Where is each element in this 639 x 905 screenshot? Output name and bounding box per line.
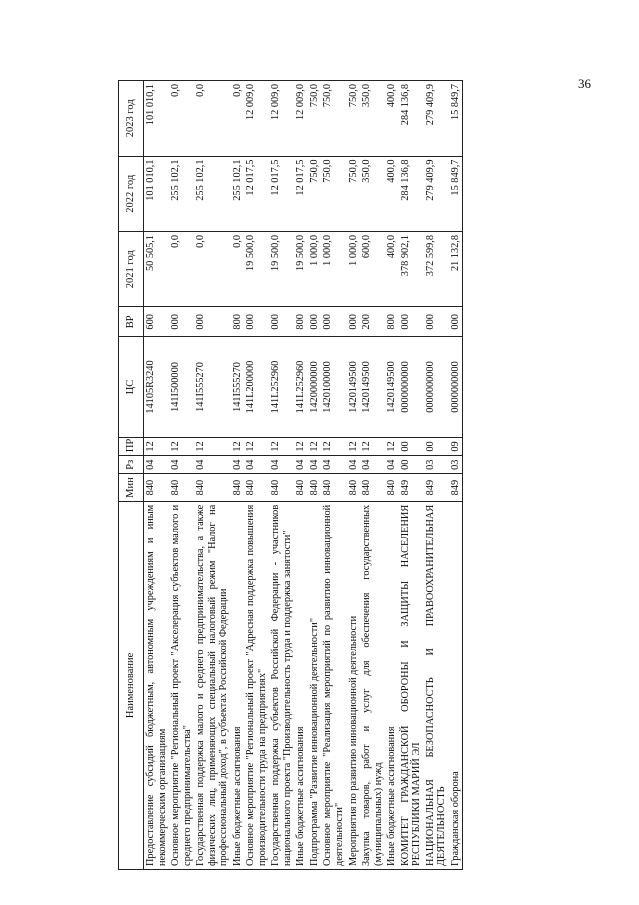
row-2023: 284 136,8 <box>399 81 424 157</box>
row-2023: 12 009,0 <box>244 81 269 157</box>
row-cs: 141L200000 <box>244 337 269 438</box>
row-min: 840 <box>321 474 346 501</box>
row-2021: 1 000,0 <box>308 232 322 307</box>
row-2023: 12 009,0 <box>269 81 294 157</box>
row-pr: 12 <box>244 437 269 455</box>
row-pr: 12 <box>385 437 399 455</box>
row-rz: 04 <box>294 456 308 474</box>
row-vr: 800 <box>385 307 399 337</box>
row-cs: 0000000000 <box>399 337 424 438</box>
budget-table <box>118 80 463 870</box>
row-min: 849 <box>449 474 463 501</box>
row-name: Иные бюджетные ассигнования <box>385 501 399 869</box>
row-min: 840 <box>194 474 231 501</box>
row-name: Гражданская оборона <box>449 501 463 869</box>
row-name: Основное мероприятие "Региональный проект "Адресная поддержка повышения производительности труда на предприятиях" <box>244 501 269 869</box>
row-cs: 1420000000 <box>308 337 322 438</box>
table-row <box>360 81 385 870</box>
row-vr: 000 <box>449 307 463 337</box>
row-2023: 750,0 <box>321 81 346 157</box>
row-cs: 141I555270 <box>194 337 231 438</box>
row-vr: 600 <box>144 307 170 337</box>
page-number: 36 <box>578 76 591 91</box>
row-min: 849 <box>399 474 424 501</box>
table-row <box>169 81 194 870</box>
row-2021: 0,0 <box>169 232 194 307</box>
header-2022: 2022 год <box>119 156 144 231</box>
row-cs: 0000000000 <box>449 337 463 438</box>
row-rz: 00 <box>399 456 424 474</box>
table-row <box>308 81 322 870</box>
row-pr: 00 <box>424 437 449 455</box>
row-2021: 21 132,8 <box>449 232 463 307</box>
rotated-table-container <box>118 80 538 870</box>
table-row <box>194 81 231 870</box>
row-2023: 101 010,1 <box>144 81 170 157</box>
row-2023: 750,0 <box>308 81 322 157</box>
row-rz: 03 <box>449 456 463 474</box>
row-rz: 04 <box>169 456 194 474</box>
row-2022: 400,0 <box>385 156 399 231</box>
row-2023: 15 849,7 <box>449 81 463 157</box>
row-2022: 750,0 <box>347 156 361 231</box>
row-name: Предоставление субсидий бюджетным, автономным учреждениям и иным некоммерческим организациям <box>144 501 170 869</box>
row-pr: 12 <box>321 437 346 455</box>
row-vr: 000 <box>424 307 449 337</box>
table-row <box>321 81 346 870</box>
row-min: 849 <box>424 474 449 501</box>
row-min: 840 <box>385 474 399 501</box>
row-2023: 350,0 <box>360 81 385 157</box>
row-name: Государственная поддержка малого и среднего предпринимательства, а также физических лиц, применяющих специальный налоговый режим "Налог на профессиональный доход", в субъектах Российской Федерации <box>194 501 231 869</box>
row-name: Основное мероприятие "Региональный проект "Акселерация субъектов малого и среднего предпринимательства" <box>169 501 194 869</box>
row-2022: 12 017,5 <box>244 156 269 231</box>
row-2021: 19 500,0 <box>269 232 294 307</box>
row-2022: 12 017,5 <box>269 156 294 231</box>
row-rz: 04 <box>321 456 346 474</box>
table-row <box>244 81 269 870</box>
table-row <box>424 81 449 870</box>
table-header-row <box>119 81 144 870</box>
row-name: Мероприятия по развитию инновационной деятельности <box>347 501 361 869</box>
row-pr: 12 <box>308 437 322 455</box>
row-cs: 141I500000 <box>169 337 194 438</box>
header-pr: ПР <box>119 437 144 455</box>
row-rz: 04 <box>144 456 170 474</box>
row-vr: 000 <box>244 307 269 337</box>
row-name: Подпрограмма "Развитие инновационной деятельности" <box>308 501 322 869</box>
header-min: Мин <box>119 474 144 501</box>
row-vr: 000 <box>194 307 231 337</box>
row-cs: 1420149500 <box>360 337 385 438</box>
row-pr: 12 <box>347 437 361 455</box>
row-cs: 141L252960 <box>294 337 308 438</box>
row-cs: 14105R3240 <box>144 337 170 438</box>
table-row <box>385 81 399 870</box>
header-vr: ВР <box>119 307 144 337</box>
row-rz: 04 <box>231 456 245 474</box>
row-name: Иные бюджетные ассигнования <box>294 501 308 869</box>
row-name: Основное мероприятие "Реализация мероприятий по развитию инновационной деятельности" <box>321 501 346 869</box>
table-row <box>347 81 361 870</box>
row-pr: 12 <box>194 437 231 455</box>
row-rz: 04 <box>385 456 399 474</box>
row-cs: 0000000000 <box>424 337 449 438</box>
row-name: Закупка товаров, работ и услуг для обеспечения государственных (муниципальных) нужд <box>360 501 385 869</box>
row-name: КОМИТЕТ ГРАЖДАНСКОЙ ОБОРОНЫ И ЗАЩИТЫ НАСЕЛЕНИЯ РЕСПУБЛИКИ МАРИЙ ЭЛ <box>399 501 424 869</box>
row-min: 840 <box>244 474 269 501</box>
row-min: 840 <box>231 474 245 501</box>
row-2022: 15 849,7 <box>449 156 463 231</box>
row-2021: 50 505,1 <box>144 232 170 307</box>
row-2021: 1 000,0 <box>347 232 361 307</box>
row-2022: 279 409,9 <box>424 156 449 231</box>
row-vr: 800 <box>231 307 245 337</box>
row-cs: 1420149500 <box>347 337 361 438</box>
row-2021: 400,0 <box>385 232 399 307</box>
row-min: 840 <box>169 474 194 501</box>
row-2023: 279 409,9 <box>424 81 449 157</box>
row-vr: 000 <box>308 307 322 337</box>
row-2023: 0,0 <box>194 81 231 157</box>
table-row <box>294 81 308 870</box>
row-min: 840 <box>269 474 294 501</box>
row-2022: 750,0 <box>308 156 322 231</box>
row-rz: 04 <box>360 456 385 474</box>
row-vr: 000 <box>269 307 294 337</box>
row-vr: 000 <box>169 307 194 337</box>
row-rz: 04 <box>347 456 361 474</box>
row-min: 840 <box>347 474 361 501</box>
row-name: НАЦИОНАЛЬНАЯ БЕЗОПАСНОСТЬ И ПРАВООХРАНИТЕЛЬНАЯ ДЕЯТЕЛЬНОСТЬ <box>424 501 449 869</box>
row-cs: 141L252960 <box>269 337 294 438</box>
header-2023: 2023 год <box>119 81 144 157</box>
row-vr: 000 <box>399 307 424 337</box>
row-name: Государственная поддержка субъектов Российской Федерации - участников национального проекта "Производительность труда и поддержка занятости" <box>269 501 294 869</box>
row-cs: 1420149500 <box>385 337 399 438</box>
row-2021: 19 500,0 <box>294 232 308 307</box>
row-2021: 0,0 <box>194 232 231 307</box>
header-2021: 2021 год <box>119 232 144 307</box>
row-2022: 750,0 <box>321 156 346 231</box>
row-pr: 12 <box>231 437 245 455</box>
table-row <box>449 81 463 870</box>
row-vr: 800 <box>294 307 308 337</box>
row-vr: 000 <box>347 307 361 337</box>
row-rz: 03 <box>424 456 449 474</box>
table-row <box>269 81 294 870</box>
row-name: Иные бюджетные ассигнования <box>231 501 245 869</box>
header-name: Наименование <box>119 501 144 869</box>
row-min: 840 <box>308 474 322 501</box>
row-2022: 255 102,1 <box>169 156 194 231</box>
row-pr: 12 <box>294 437 308 455</box>
row-2021: 1 000,0 <box>321 232 346 307</box>
row-vr: 000 <box>321 307 346 337</box>
row-cs: 1420100000 <box>321 337 346 438</box>
row-2021: 600,0 <box>360 232 385 307</box>
row-min: 840 <box>294 474 308 501</box>
row-2023: 0,0 <box>231 81 245 157</box>
row-2023: 400,0 <box>385 81 399 157</box>
row-2023: 12 009,0 <box>294 81 308 157</box>
row-2022: 101 010,1 <box>144 156 170 231</box>
row-2021: 372 599,8 <box>424 232 449 307</box>
table-row <box>144 81 170 870</box>
header-cs: ЦС <box>119 337 144 438</box>
row-pr: 12 <box>269 437 294 455</box>
row-2021: 19 500,0 <box>244 232 269 307</box>
table-body <box>144 81 463 870</box>
table-row <box>399 81 424 870</box>
row-pr: 00 <box>399 437 424 455</box>
row-pr: 12 <box>360 437 385 455</box>
row-pr: 12 <box>144 437 170 455</box>
row-pr: 12 <box>169 437 194 455</box>
row-2023: 0,0 <box>169 81 194 157</box>
row-2021: 378 902,1 <box>399 232 424 307</box>
row-2021: 0,0 <box>231 232 245 307</box>
row-rz: 04 <box>244 456 269 474</box>
row-rz: 04 <box>194 456 231 474</box>
row-vr: 200 <box>360 307 385 337</box>
row-min: 840 <box>144 474 170 501</box>
header-rz: Рз <box>119 456 144 474</box>
row-rz: 04 <box>308 456 322 474</box>
row-2022: 255 102,1 <box>194 156 231 231</box>
table-row <box>231 81 245 870</box>
row-2022: 284 136,8 <box>399 156 424 231</box>
row-2022: 12 017,5 <box>294 156 308 231</box>
row-rz: 04 <box>269 456 294 474</box>
row-cs: 141I555270 <box>231 337 245 438</box>
row-min: 840 <box>360 474 385 501</box>
row-2022: 255 102,1 <box>231 156 245 231</box>
row-2022: 350,0 <box>360 156 385 231</box>
row-pr: 09 <box>449 437 463 455</box>
row-2023: 750,0 <box>347 81 361 157</box>
